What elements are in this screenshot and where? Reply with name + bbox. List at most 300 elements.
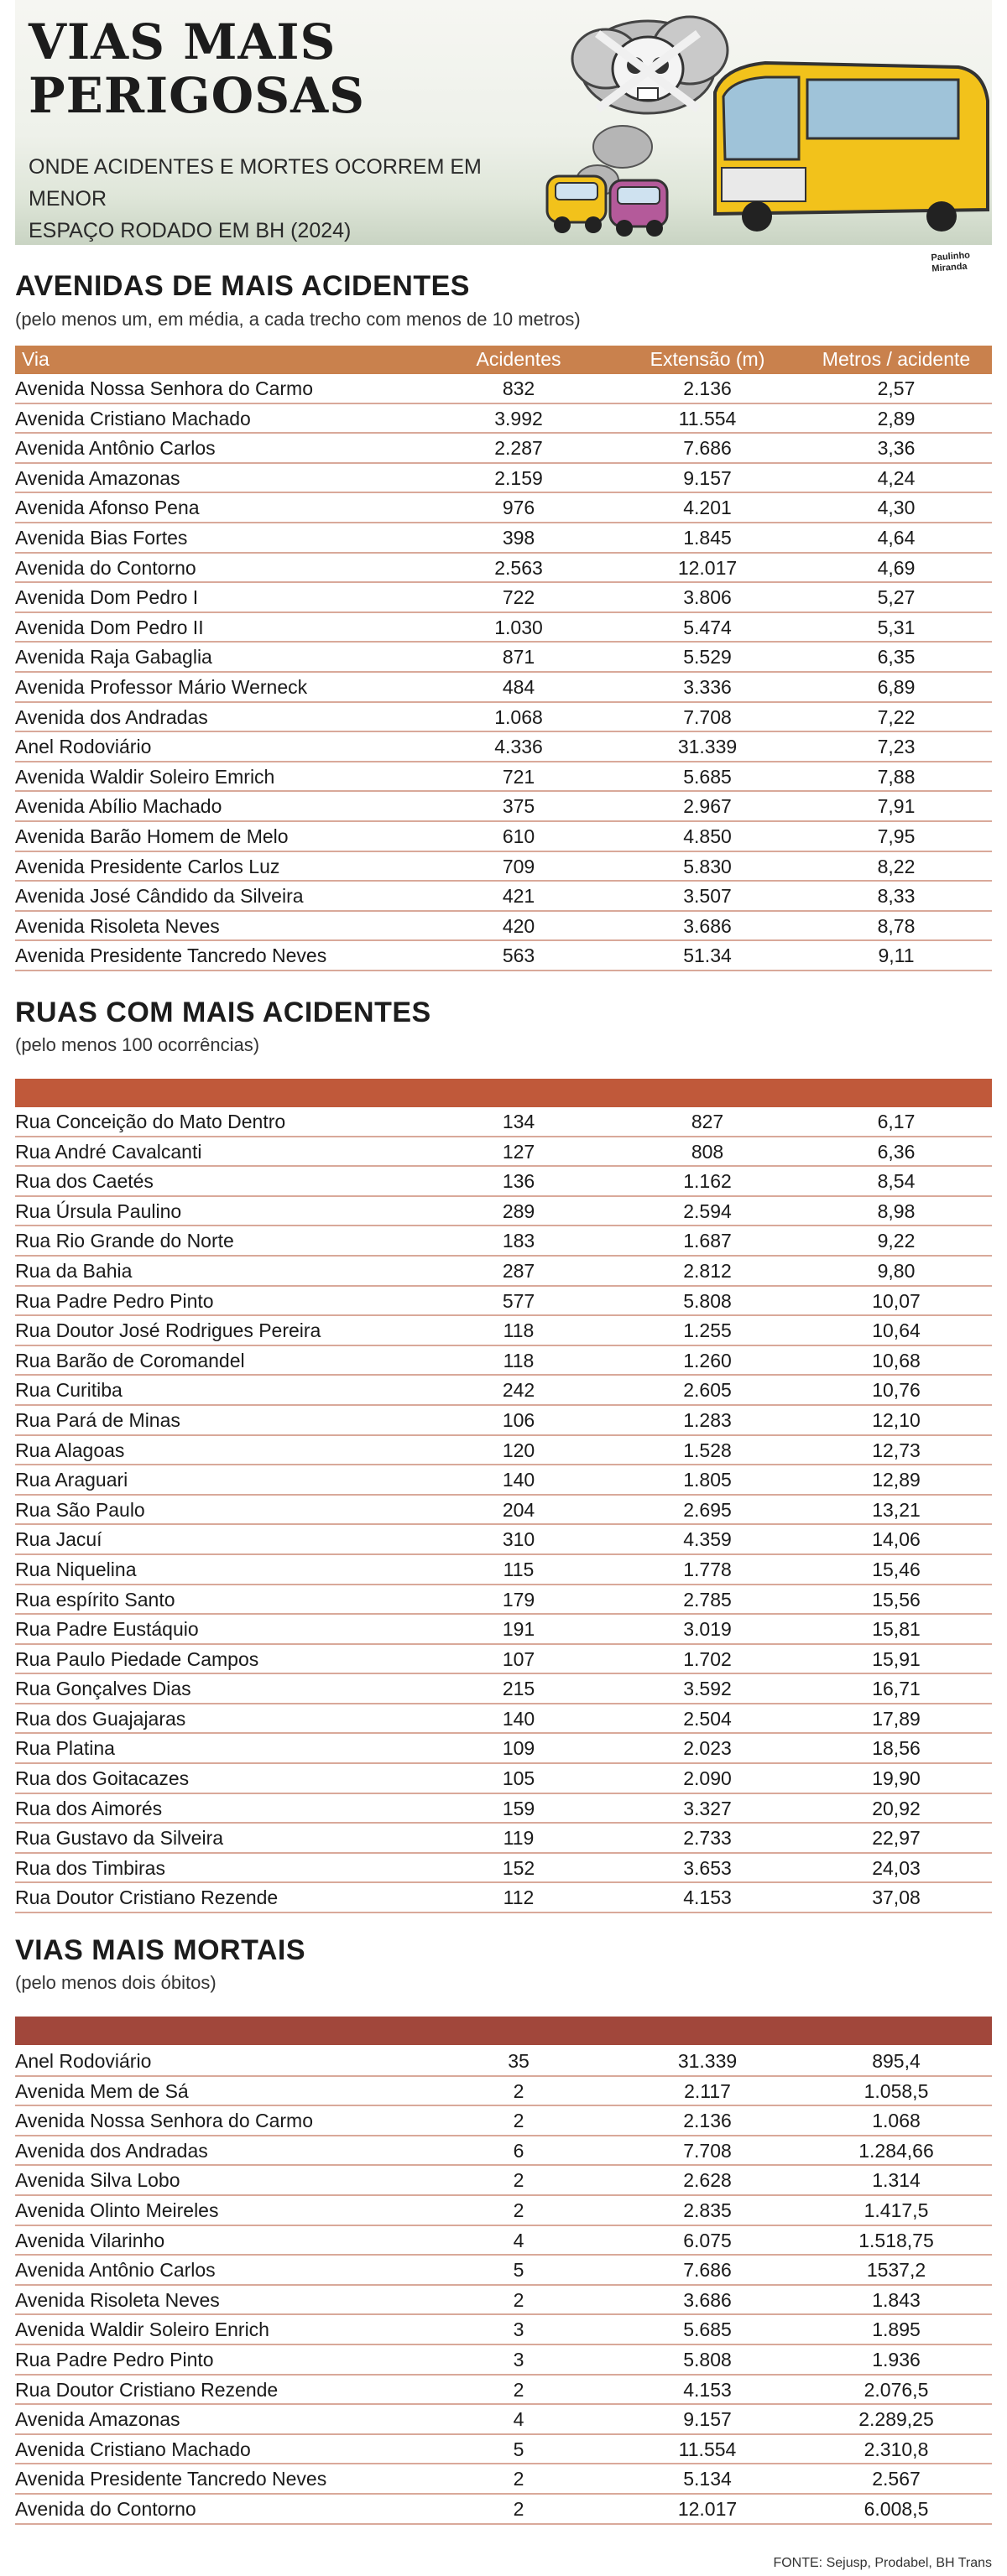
cell-via: Avenida Risoleta Neves [15, 2288, 220, 2311]
cell-acidentes: 107 [502, 1647, 535, 1670]
table-row [15, 1226, 992, 1257]
cell-extensao: 11.554 [678, 407, 737, 429]
cell-metros: 2.289,25 [858, 2408, 934, 2431]
cell-extensao: 1.778 [683, 1558, 732, 1580]
cell-extensao: 5.529 [683, 646, 732, 669]
cell-extensao: 4.359 [683, 1528, 732, 1551]
cell-via: Rua Curitiba [15, 1379, 123, 1402]
column-header-extensao: Extensão (m) [650, 348, 765, 370]
cell-extensao: 3.327 [683, 1797, 732, 1819]
cell-acidentes: 242 [502, 1379, 535, 1402]
cell-metros: 16,71 [872, 1678, 921, 1700]
cell-metros: 8,78 [877, 914, 916, 937]
cell-acidentes: 2 [513, 2199, 524, 2221]
cell-via: Rua dos Aimorés [15, 1797, 163, 1819]
cell-extensao: 7.686 [683, 2259, 732, 2282]
mortais-subtitle: (pelo menos dois óbitos) [15, 1972, 217, 1993]
cell-via: Avenida Presidente Carlos Luz [15, 855, 280, 877]
cell-acidentes: 976 [502, 497, 535, 519]
cell-via: Rua Padre Eustáquio [15, 1618, 199, 1641]
table-row [15, 882, 992, 912]
cell-metros: 7,95 [877, 825, 916, 847]
cell-extensao: 1.283 [683, 1408, 732, 1431]
cell-metros: 22,97 [872, 1827, 921, 1850]
cell-extensao: 2.785 [683, 1588, 732, 1611]
table-row [15, 1734, 992, 1764]
cell-extensao: 31.339 [677, 2050, 738, 2072]
cell-via: Avenida Waldir Soleiro Emrich [15, 765, 275, 788]
table-row [15, 2345, 992, 2376]
table-row [15, 1585, 992, 1616]
cell-acidentes: 136 [502, 1170, 535, 1193]
table-row [15, 792, 992, 822]
cell-extensao: 9.157 [683, 2408, 732, 2431]
cell-acidentes: 310 [502, 1528, 535, 1551]
table-row [15, 762, 992, 793]
cell-metros: 9,22 [877, 1230, 916, 1252]
cell-extensao: 1.528 [683, 1439, 732, 1461]
cell-metros: 20,92 [872, 1797, 921, 1819]
cell-acidentes: 3 [513, 2348, 524, 2370]
cell-acidentes: 484 [502, 675, 535, 698]
cell-extensao: 2.136 [683, 377, 732, 399]
cell-metros: 1.284,66 [858, 2139, 934, 2162]
cell-acidentes: 1.030 [494, 616, 543, 638]
cell-via: Avenida Barão Homem de Melo [15, 825, 289, 847]
cell-via: Rua Conceição do Mato Dentro [15, 1111, 286, 1132]
cell-acidentes: 1.068 [494, 705, 543, 728]
table-row [15, 2226, 992, 2256]
cell-metros: 1537,2 [866, 2259, 926, 2282]
cell-via: Rua Gonçalves Dias [15, 1678, 191, 1700]
table-row [15, 2166, 992, 2196]
cell-via: Rua Gustavo da Silveira [15, 1827, 224, 1850]
cell-via: Avenida dos Andradas [15, 705, 208, 728]
cell-metros: 19,90 [872, 1767, 921, 1790]
cell-via: Avenida Nossa Senhora do Carmo [15, 377, 314, 399]
cell-via: Rua André Cavalcanti [15, 1140, 202, 1163]
cell-acidentes: 289 [502, 1200, 535, 1222]
table-row [15, 2047, 992, 2077]
cell-acidentes: 191 [502, 1618, 535, 1641]
cell-acidentes: 152 [502, 1856, 535, 1879]
table-row [15, 1854, 992, 1884]
cell-via: Rua espírito Santo [15, 1588, 175, 1611]
cell-metros: 7,88 [877, 765, 916, 788]
avenidas-table-header [15, 346, 992, 374]
table-row [15, 2196, 992, 2226]
cell-via: Avenida dos Andradas [15, 2139, 208, 2162]
table-row [15, 1615, 992, 1645]
table-row [15, 2106, 992, 2136]
cell-via: Avenida Nossa Senhora do Carmo [15, 2110, 314, 2132]
cell-metros: 13,21 [872, 1498, 921, 1521]
cell-metros: 6,89 [877, 675, 916, 698]
cell-extensao: 2.504 [683, 1707, 732, 1730]
cell-acidentes: 140 [502, 1707, 535, 1730]
cell-acidentes: 2.563 [494, 556, 543, 579]
cell-via: Rua Alagoas [15, 1439, 125, 1461]
purple-car-icon [610, 180, 667, 237]
cell-metros: 12,89 [872, 1469, 921, 1491]
cell-via: Anel Rodoviário [15, 2050, 152, 2072]
cell-extensao: 4.153 [683, 1886, 732, 1909]
cell-extensao: 2.628 [683, 2169, 732, 2192]
cell-extensao: 3.592 [683, 1678, 732, 1700]
cell-via: Rua Doutor Cristiano Rezende [15, 1886, 279, 1909]
cell-metros: 15,91 [872, 1647, 921, 1670]
page-title: VIAS MAIS PERIGOSAS [29, 13, 365, 124]
table-row [15, 1496, 992, 1526]
table-row [15, 912, 992, 942]
cell-extensao: 1.702 [683, 1647, 732, 1670]
table-row [15, 1555, 992, 1585]
table-row [15, 374, 992, 404]
cell-metros: 8,22 [877, 855, 916, 877]
cell-extensao: 2.812 [683, 1259, 732, 1282]
cell-acidentes: 2 [513, 2288, 524, 2311]
cell-acidentes: 375 [502, 795, 535, 818]
cell-via: Rua São Paulo [15, 1498, 145, 1521]
avenidas-table [15, 374, 992, 971]
table-row [15, 613, 992, 643]
column-header-acidentes: Acidentes [476, 348, 561, 370]
cell-metros: 15,56 [872, 1588, 921, 1611]
page-subtitle: ONDE ACIDENTES E MORTES OCORREM EM MENOR ESPAÇO RODADO EM BH (2024) [29, 155, 482, 242]
cell-metros: 2.310,8 [864, 2438, 929, 2460]
cell-acidentes: 577 [502, 1289, 535, 1312]
cell-acidentes: 4.336 [494, 736, 543, 758]
table-row [15, 643, 992, 673]
cell-via: Avenida José Cândido da Silveira [15, 885, 304, 908]
ruas-table-header [15, 1079, 992, 1107]
cell-acidentes: 112 [503, 1886, 535, 1909]
table-row [15, 1883, 992, 1913]
cell-extensao: 5.134 [683, 2468, 732, 2490]
table-row [15, 1316, 992, 1346]
bus-and-cars-illustration [522, 0, 992, 245]
cell-via: Rua Padre Pedro Pinto [15, 1289, 214, 1312]
cell-via: Avenida Abílio Machado [15, 795, 222, 818]
cell-acidentes: 127 [502, 1140, 535, 1163]
cell-extensao: 1.805 [683, 1469, 732, 1491]
cell-via: Rua Araguari [15, 1469, 128, 1491]
cell-metros: 10,07 [872, 1289, 921, 1312]
cell-metros: 8,98 [877, 1200, 916, 1222]
cell-extensao: 12.017 [677, 2497, 738, 2520]
cell-acidentes: 3.992 [494, 407, 543, 429]
cell-via: Rua Platina [15, 1737, 115, 1760]
table-row [15, 941, 992, 971]
cell-acidentes: 215 [502, 1678, 535, 1700]
cell-extensao: 3.686 [683, 2288, 732, 2311]
cell-metros: 6.008,5 [864, 2497, 929, 2520]
mortais-title: VIAS MAIS MORTAIS [15, 1934, 305, 1966]
cell-via: Rua Úrsula Paulino [15, 1200, 182, 1222]
cell-via: Avenida Dom Pedro II [15, 616, 204, 638]
cell-via: Avenida Risoleta Neves [15, 914, 220, 937]
cell-acidentes: 4 [513, 2229, 524, 2251]
table-row [15, 434, 992, 464]
cell-metros: 8,54 [877, 1170, 916, 1193]
cell-via: Avenida Antônio Carlos [15, 2259, 216, 2282]
cell-via: Rua da Bahia [15, 1259, 133, 1282]
cell-extensao: 5.830 [683, 855, 732, 877]
ruas-subtitle: (pelo menos 100 ocorrências) [15, 1034, 260, 1055]
cell-via: Avenida Amazonas [15, 466, 180, 489]
source-note: FONTE: Sejusp, Prodabel, BH Trans [773, 2556, 992, 2570]
table-row [15, 1107, 992, 1137]
cell-extensao: 2.733 [683, 1827, 732, 1850]
cell-metros: 12,10 [872, 1408, 921, 1431]
cell-extensao: 4.850 [683, 825, 732, 847]
cell-acidentes: 118 [503, 1319, 535, 1342]
cell-metros: 6,35 [877, 646, 916, 669]
cell-extensao: 3.019 [683, 1618, 732, 1641]
table-row [15, 1436, 992, 1466]
cell-extensao: 4.201 [683, 497, 732, 519]
cell-extensao: 2.594 [683, 1200, 732, 1222]
table-row [15, 583, 992, 613]
cell-via: Rua Doutor José Rodrigues Pereira [15, 1319, 321, 1342]
cell-via: Rua Barão de Coromandel [15, 1349, 245, 1371]
cell-acidentes: 134 [502, 1111, 535, 1132]
cell-via: Avenida Vilarinho [15, 2229, 165, 2251]
cell-acidentes: 106 [502, 1408, 535, 1431]
cell-metros: 895,4 [872, 2050, 921, 2072]
cell-metros: 9,11 [878, 945, 915, 967]
table-row [15, 852, 992, 882]
cell-via: Avenida Cristiano Machado [15, 407, 251, 429]
cell-via: Avenida Professor Mário Werneck [15, 675, 308, 698]
cell-acidentes: 2 [513, 2079, 524, 2102]
cell-extensao: 7.708 [683, 2139, 732, 2162]
cell-extensao: 3.336 [683, 675, 732, 698]
column-header-via: Via [22, 348, 50, 370]
cell-extensao: 2.136 [683, 2110, 732, 2132]
cell-metros: 3,36 [877, 437, 916, 460]
cell-via: Rua Padre Pedro Pinto [15, 2348, 214, 2370]
cell-extensao: 4.153 [683, 2378, 732, 2401]
table-row [15, 2286, 992, 2316]
bus-icon [715, 63, 988, 232]
cell-via: Rua Rio Grande do Norte [15, 1230, 234, 1252]
cell-via: Avenida Cristiano Machado [15, 2438, 251, 2460]
cell-metros: 12,73 [872, 1439, 921, 1461]
cell-via: Avenida Amazonas [15, 2408, 180, 2431]
cell-acidentes: 159 [502, 1797, 535, 1819]
cell-metros: 15,81 [872, 1618, 921, 1641]
cell-metros: 6,17 [877, 1111, 916, 1132]
cell-acidentes: 109 [502, 1737, 535, 1760]
cell-via: Avenida Dom Pedro I [15, 586, 199, 609]
table-row [15, 732, 992, 762]
table-row [15, 1764, 992, 1794]
table-row [15, 1197, 992, 1227]
cell-via: Rua Niquelina [15, 1558, 137, 1580]
cell-metros: 2.076,5 [864, 2378, 929, 2401]
cell-acidentes: 398 [502, 526, 535, 549]
table-row [15, 404, 992, 435]
cell-acidentes: 832 [502, 377, 535, 399]
cell-metros: 7,91 [877, 795, 916, 818]
cell-metros: 37,08 [872, 1886, 921, 1909]
cell-via: Rua Doutor Cristiano Rezende [15, 2378, 279, 2401]
table-row [15, 1645, 992, 1675]
table-row [15, 2136, 992, 2167]
cell-acidentes: 2 [513, 2378, 524, 2401]
table-row [15, 1824, 992, 1854]
cell-metros: 10,68 [872, 1349, 921, 1371]
cell-metros: 1.058,5 [864, 2079, 929, 2102]
cell-acidentes: 5 [513, 2259, 524, 2282]
cell-metros: 1.518,75 [858, 2229, 934, 2251]
cell-extensao: 2.090 [683, 1767, 732, 1790]
cell-extensao: 3.806 [683, 586, 732, 609]
cell-metros: 4,69 [877, 556, 916, 579]
cell-acidentes: 118 [503, 1349, 535, 1371]
cell-metros: 9,80 [877, 1259, 916, 1282]
cell-acidentes: 2 [513, 2468, 524, 2490]
table-row [15, 523, 992, 554]
table-row [15, 822, 992, 852]
cell-acidentes: 287 [502, 1259, 535, 1282]
cell-extensao: 1.687 [683, 1230, 732, 1252]
table-row [15, 1704, 992, 1735]
cell-metros: 4,30 [877, 497, 916, 519]
cell-extensao: 11.554 [678, 2438, 737, 2460]
cell-metros: 1.417,5 [864, 2199, 929, 2221]
cell-extensao: 2.023 [683, 1737, 732, 1760]
table-row [15, 554, 992, 584]
cell-extensao: 2.835 [683, 2199, 732, 2221]
cell-acidentes: 709 [502, 855, 535, 877]
cell-metros: 8,33 [877, 885, 916, 908]
cell-metros: 18,56 [872, 1737, 921, 1760]
cell-acidentes: 204 [502, 1498, 535, 1521]
cell-metros: 1.843 [872, 2288, 921, 2311]
cell-extensao: 3.507 [683, 885, 732, 908]
cell-acidentes: 5 [513, 2438, 524, 2460]
cell-metros: 4,64 [877, 526, 916, 549]
table-row [15, 673, 992, 703]
cell-extensao: 5.808 [683, 1289, 732, 1312]
cell-extensao: 6.075 [683, 2229, 732, 2251]
cell-extensao: 827 [691, 1111, 724, 1132]
cell-acidentes: 3 [513, 2318, 524, 2341]
cell-extensao: 9.157 [683, 466, 732, 489]
mortais-table [15, 2047, 992, 2525]
illustrator-credit: Paulinho Miranda [931, 250, 971, 274]
cell-metros: 24,03 [872, 1856, 921, 1879]
cell-acidentes: 35 [508, 2050, 530, 2072]
cell-via: Rua dos Guajajaras [15, 1707, 186, 1730]
cell-extensao: 3.686 [683, 914, 732, 937]
header-banner [15, 0, 992, 245]
cell-acidentes: 421 [502, 885, 535, 908]
cell-metros: 17,89 [872, 1707, 921, 1730]
cell-metros: 5,31 [877, 616, 916, 638]
cell-acidentes: 119 [503, 1827, 535, 1850]
cell-extensao: 7.708 [683, 705, 732, 728]
cell-via: Avenida Presidente Tancredo Neves [15, 2468, 327, 2490]
table-row [15, 1794, 992, 1824]
table-row [15, 2435, 992, 2465]
cell-extensao: 2.605 [683, 1379, 732, 1402]
cell-extensao: 808 [691, 1140, 724, 1163]
cell-acidentes: 183 [502, 1230, 535, 1252]
cell-extensao: 2.695 [683, 1498, 732, 1521]
table-row [15, 1674, 992, 1704]
cell-extensao: 2.967 [683, 795, 732, 818]
column-header-metros: Metros / acidente [822, 348, 971, 370]
cell-metros: 2.567 [872, 2468, 921, 2490]
table-row [15, 1406, 992, 1436]
table-row [15, 464, 992, 494]
table-row [15, 1167, 992, 1197]
cell-metros: 10,76 [872, 1379, 921, 1402]
cell-via: Anel Rodoviário [15, 736, 152, 758]
cell-metros: 7,22 [877, 705, 916, 728]
cell-extensao: 5.685 [683, 2318, 732, 2341]
cell-acidentes: 4 [513, 2408, 524, 2431]
cell-acidentes: 610 [502, 825, 535, 847]
cell-extensao: 12.017 [677, 556, 738, 579]
cell-via: Avenida Silva Lobo [15, 2169, 180, 2192]
cell-metros: 10,64 [872, 1319, 921, 1342]
cell-acidentes: 722 [502, 586, 535, 609]
cell-metros: 1.895 [872, 2318, 921, 2341]
cell-via: Avenida Presidente Tancredo Neves [15, 945, 327, 967]
cell-metros: 7,23 [877, 736, 916, 758]
cell-via: Avenida Waldir Soleiro Enrich [15, 2318, 269, 2341]
cell-metros: 1.068 [872, 2110, 921, 2132]
cell-via: Rua Jacuí [15, 1528, 102, 1551]
cell-extensao: 3.653 [683, 1856, 732, 1879]
table-row [15, 1346, 992, 1376]
table-row [15, 2256, 992, 2286]
yellow-car-icon [547, 176, 606, 233]
cell-acidentes: 420 [502, 914, 535, 937]
cell-extensao: 1.162 [683, 1170, 732, 1193]
table-row [15, 1287, 992, 1317]
cell-metros: 4,24 [877, 466, 916, 489]
avenidas-title: AVENIDAS DE MAIS ACIDENTES [15, 270, 470, 302]
table-row [15, 2405, 992, 2435]
table-row [15, 493, 992, 523]
cell-metros: 1.936 [872, 2348, 921, 2370]
skull-cloud-icon [572, 17, 728, 195]
cell-extensao: 5.808 [683, 2348, 732, 2370]
cell-acidentes: 2.159 [494, 466, 543, 489]
cell-via: Rua Pará de Minas [15, 1408, 180, 1431]
cell-via: Avenida Antônio Carlos [15, 437, 216, 460]
cell-extensao: 1.845 [683, 526, 732, 549]
ruas-title: RUAS COM MAIS ACIDENTES [15, 997, 431, 1028]
cell-acidentes: 179 [502, 1588, 535, 1611]
cell-acidentes: 2 [513, 2497, 524, 2520]
cell-acidentes: 115 [503, 1558, 535, 1580]
cell-via: Rua dos Caetés [15, 1170, 154, 1193]
table-row [15, 2315, 992, 2345]
table-row [15, 1137, 992, 1168]
cell-extensao: 1.260 [683, 1349, 732, 1371]
cell-extensao: 31.339 [677, 736, 738, 758]
cell-metros: 2,57 [877, 377, 916, 399]
cell-acidentes: 140 [502, 1469, 535, 1491]
cell-extensao: 7.686 [683, 437, 732, 460]
cell-metros: 2,89 [877, 407, 916, 429]
